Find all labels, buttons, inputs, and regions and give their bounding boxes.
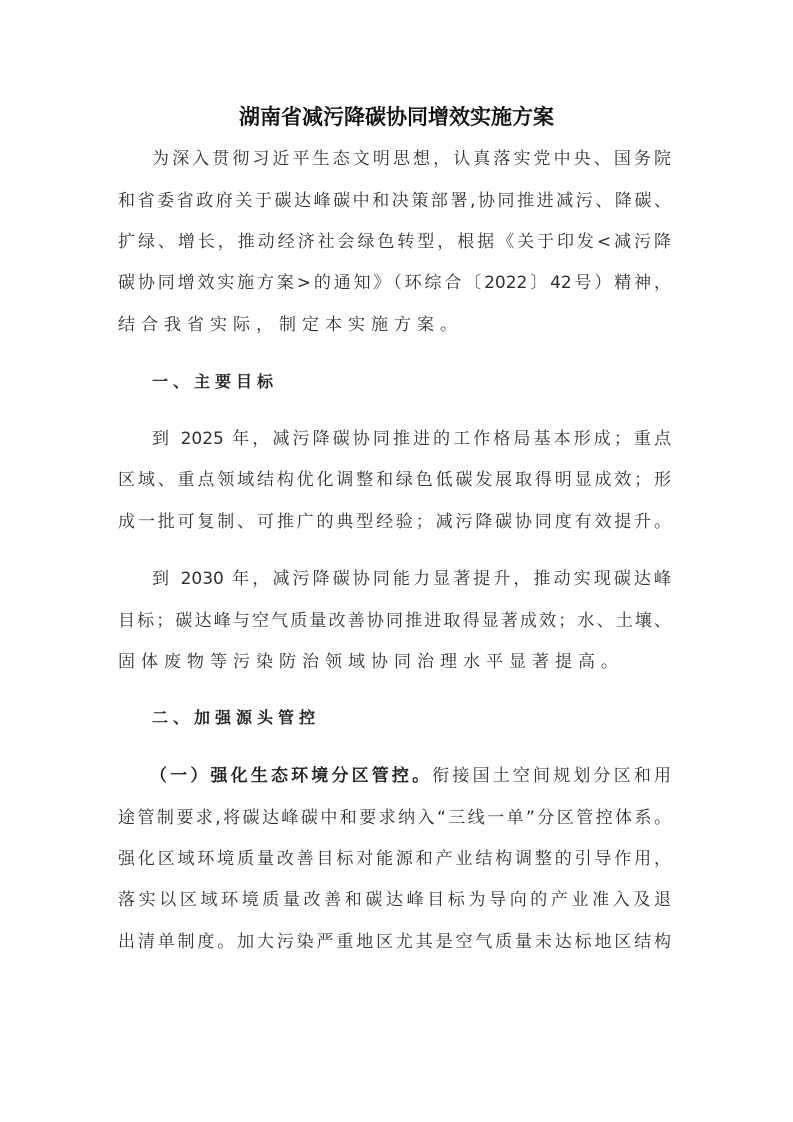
subsection-first-line	[150, 764, 671, 788]
intro-line: 结合我省实际，制定本实施方案。	[118, 315, 463, 335]
section-heading-source-control: 二、加强源头管控	[152, 708, 321, 727]
subsection-line: 强化区域环境质量改善目标对能源和产业结构调整的引导作用，	[118, 849, 671, 869]
intro-line: 和省委省政府关于碳达峰碳中和决策部署,协同推进减污、降碳、	[118, 191, 671, 211]
intro-line: 扩绿、增长，推动经济社会绿色转型，根据《关于印发<减污降	[118, 232, 671, 252]
subsection-line: 出清单制度。加大污染严重地区尤其是空气质量未达标地区结构	[118, 932, 671, 952]
goal-2030-line: 目标；碳达峰与空气质量改善协同推进取得显著成效；水、土壤、	[118, 611, 671, 631]
intro-line: 碳协同增效实施方案>的通知》（环综合〔2022〕42号）精神，	[118, 273, 671, 293]
goal-2025-line: 区域、重点领域结构优化调整和绿色低碳发展取得明显成效；形	[118, 470, 671, 490]
document-title: 湖南省减污降碳协同增效实施方案	[239, 105, 554, 129]
goal-2030-line: 固体废物等污染防治领域协同治理水平显著提高。	[118, 652, 624, 672]
goal-2025-line: 成一批可复制、可推广的典型经验；减污降碳协同度有效提升。	[118, 512, 671, 532]
intro-line: 为深入贯彻习近平生态文明思想，认真落实党中央、国务院	[152, 149, 671, 169]
subsection-line: 途管制要求,将碳达峰碳中和要求纳入“三线一单”分区管控体系。	[118, 808, 671, 828]
subsection-lead: （一）强化生态环境分区管控。	[150, 766, 433, 786]
subsection-first-line-rest: 衔接国土空间规划分区和用	[432, 766, 672, 786]
goal-2030-line: 到 2030 年，减污降碳协同能力显著提升，推动实现碳达峰	[152, 569, 671, 589]
goal-2025-line: 到 2025 年，减污降碳协同推进的工作格局基本形成；重点	[152, 429, 671, 449]
section-heading-main-goals: 一、主要目标	[152, 372, 279, 391]
subsection-line: 落实以区域环境质量改善和碳达峰目标为导向的产业准入及退	[118, 890, 671, 910]
